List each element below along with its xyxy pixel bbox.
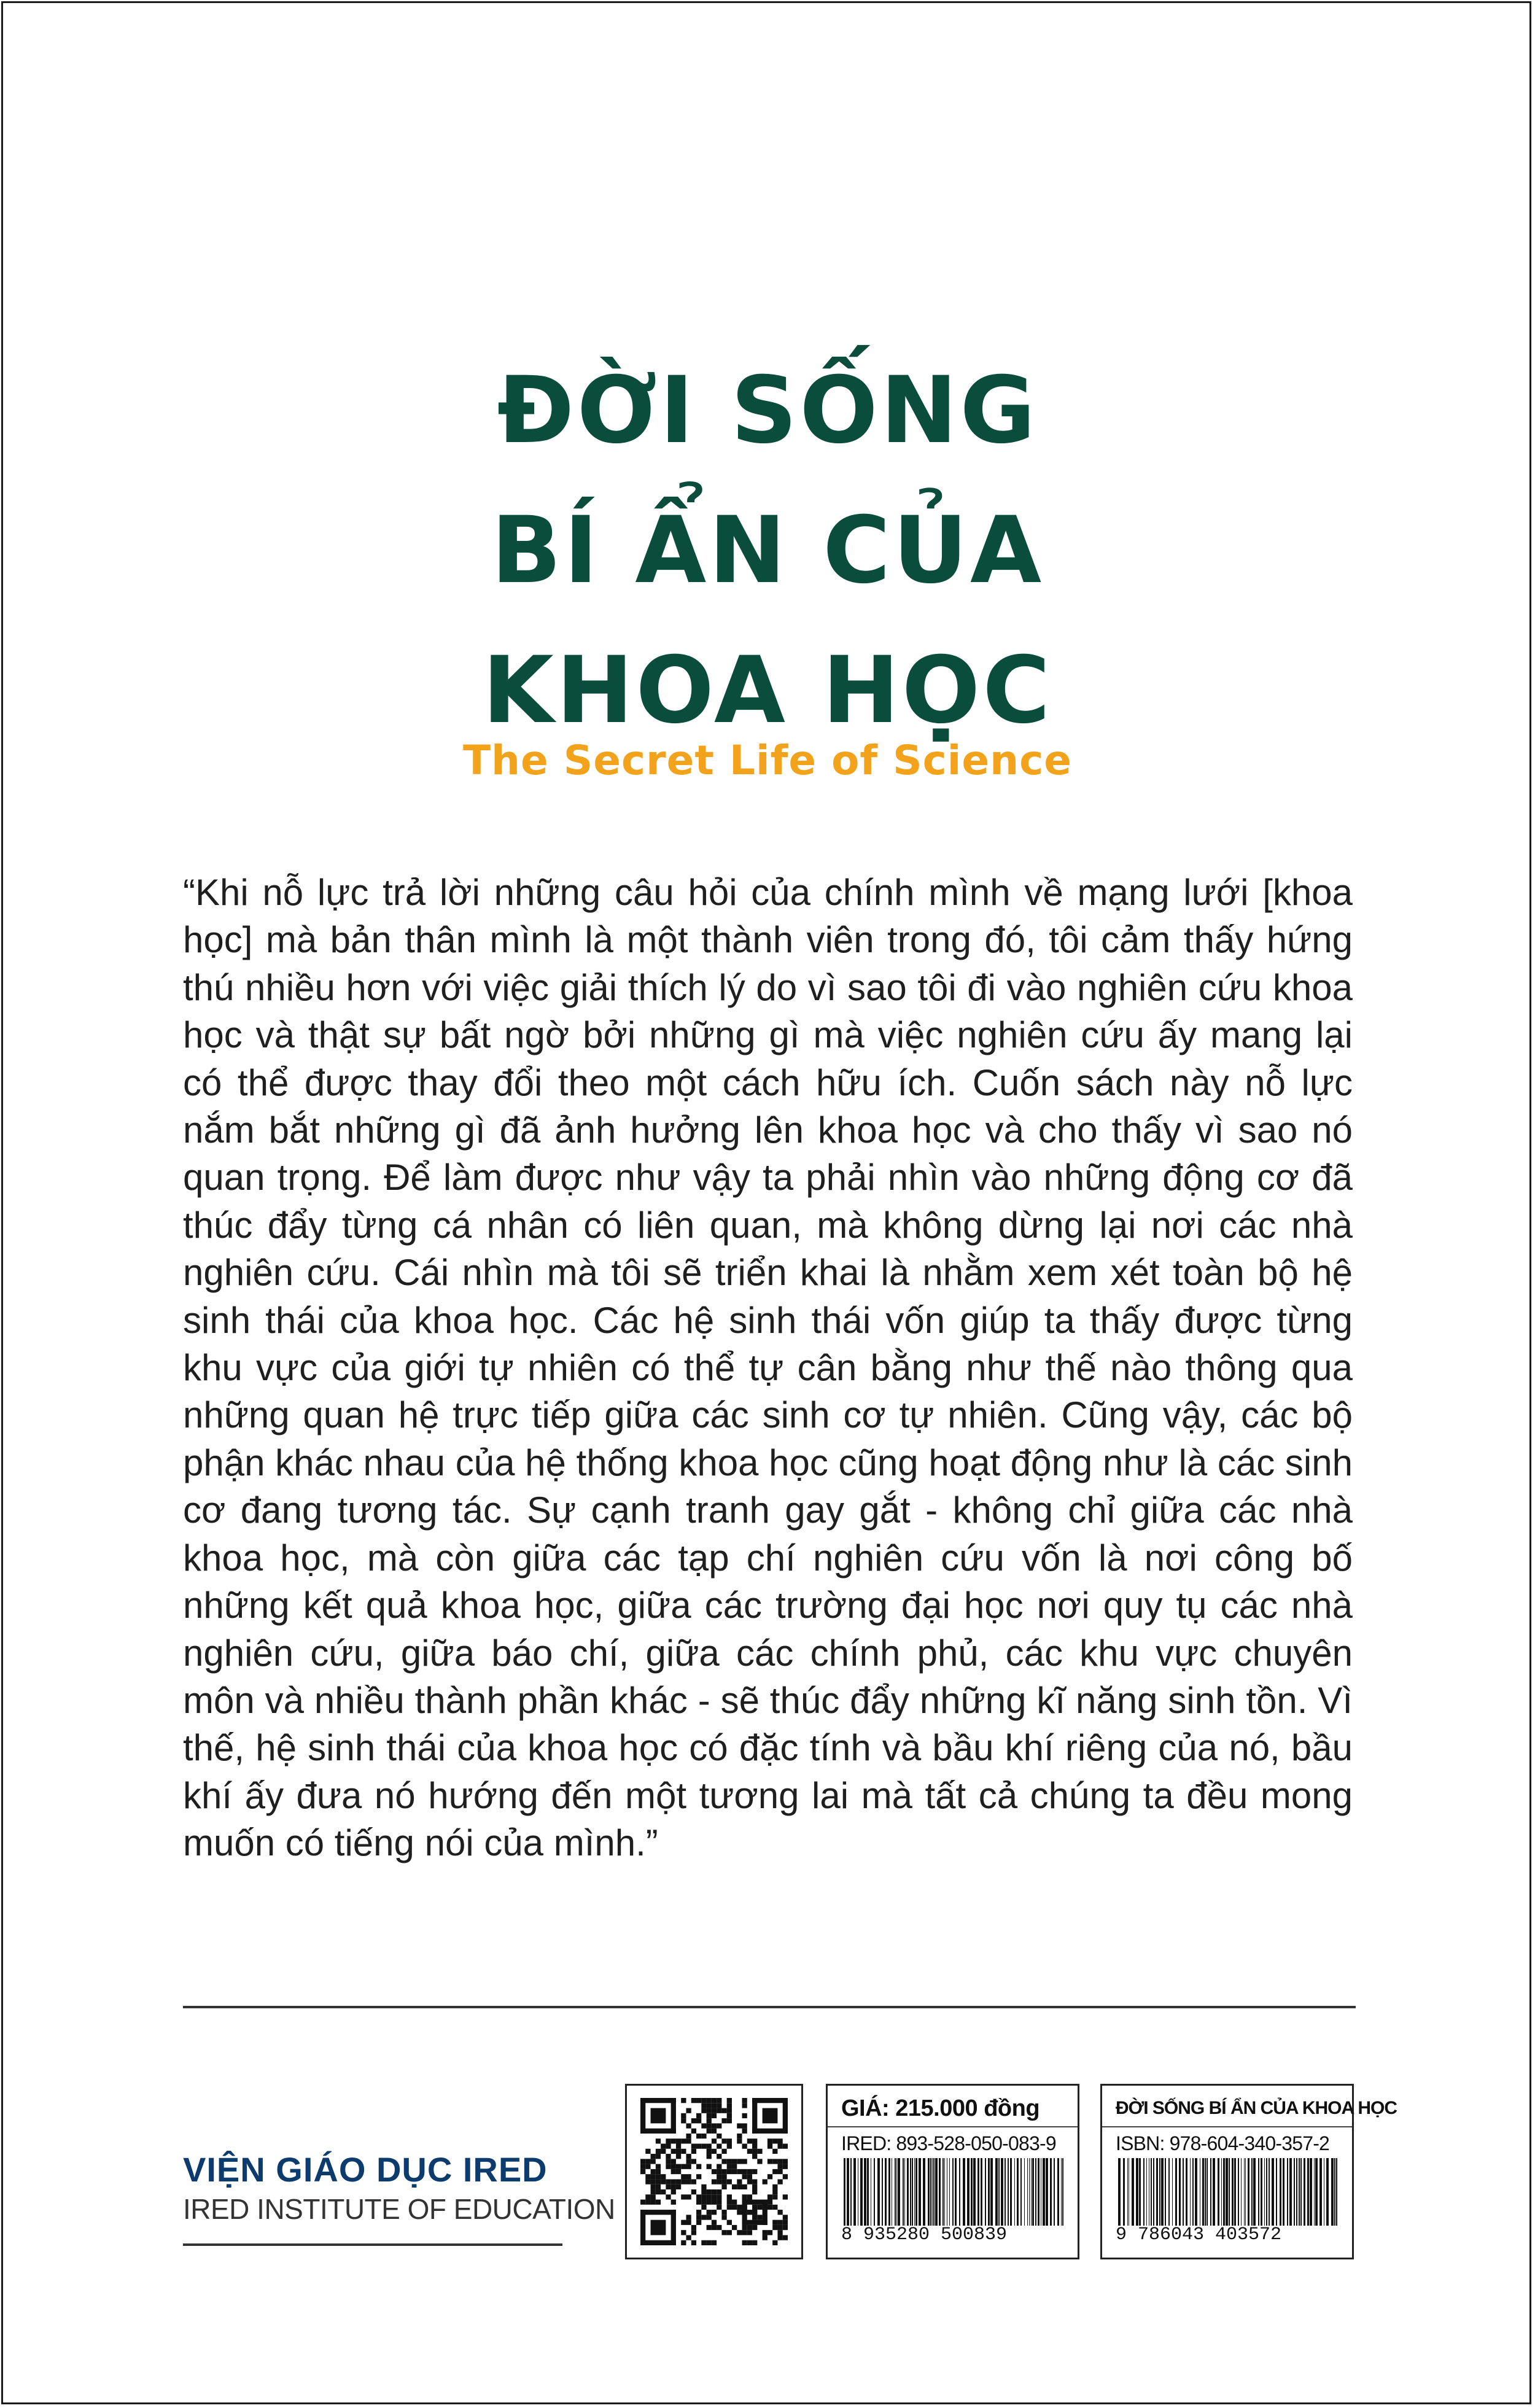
qr-code-icon: [640, 2098, 788, 2245]
isbn-separator: [1102, 2126, 1352, 2127]
isbn-barcode-digits: 9 786043 403572: [1116, 2224, 1282, 2245]
publisher-underline: [183, 2243, 562, 2246]
divider-line: [183, 2006, 1356, 2008]
price-label: GIÁ: 215.000 đồng: [841, 2095, 1040, 2121]
publisher-name-vn: VIỆN GIÁO DỤC IRED: [183, 2150, 548, 2189]
barcode-digits: 8 935280 500839: [841, 2224, 1008, 2245]
isbn-book-title: ĐỜI SỐNG BÍ ẨN CỦA KHOA HỌC: [1116, 2098, 1397, 2118]
book-title-line-2: BÍ ẨN CỦA: [491, 497, 1044, 604]
publisher-block: [183, 2149, 615, 2246]
qr-code-box: [625, 2084, 803, 2259]
ired-code: IRED: 893-528-050-083-9: [841, 2132, 1056, 2154]
book-title: [0, 341, 1535, 761]
barcode-icon: [1116, 2158, 1342, 2226]
book-subtitle: The Secret Life of Science: [462, 737, 1073, 784]
isbn-code: ISBN: 978-604-340-357-2: [1116, 2132, 1330, 2154]
price-barcode-box: [826, 2084, 1079, 2259]
book-title-line-1: ĐỜI SỐNG: [497, 357, 1038, 464]
barcode-icon: [841, 2158, 1068, 2226]
book-title-line-3: KHOA HỌC: [482, 637, 1053, 744]
isbn-barcode-box: [1100, 2084, 1397, 2259]
publisher-name-en: IRED INSTITUTE OF EDUCATION: [183, 2193, 615, 2225]
back-cover-quote: “Khi nỗ lực trả lời những câu hỏi của chính mình về mạng lưới [khoa học] mà bản thân mình là một thành viên trong đó, tôi cảm thấy hứng thú nhiều hơn với việc giải thích lý do vì sao tôi đi vào nghiên cứu khoa học và thật sự bất ngờ bởi những gì mà việc nghiên cứu ấy mang lại có thể được thay đổi theo một cách hữu ích. Cuốn sách này nỗ lực nắm bắt những gì đã ảnh hưởng lên khoa học và cho thấy vì sao nó quan trọng. Để làm được như vậy ta phải nhìn vào những động cơ đã thúc đẩy từng cá nhân có liên quan, mà không dừng lại nơi các nhà nghiên cứu. Cái nhìn mà tôi sẽ triển khai là nhằm xem xét toàn bộ hệ sinh thái của khoa học. Các hệ sinh thái vốn giúp ta thấy được từng khu vực của giới tự nhiên có thể tự cân bằng như thế nào thông qua những quan hệ trực tiếp giữa các sinh cơ tự nhiên. Cũng vậy, các bộ phận khác nhau của hệ thống khoa học cũng hoạt động như là các sinh cơ đang tương tác. Sự cạnh tranh gay gắt - không chỉ giữa các nhà khoa học, mà còn giữa các tạp chí nghiên cứu vốn là nơi công bố những kết quả khoa học, giữa các trường đại học nơi quy tụ các nhà nghiên cứu, giữa báo chí, giữa các chính phủ, các khu vực chuyên môn và nhiều thành phần khác - sẽ thúc đẩy những kĩ năng sinh tồn. Vì thế, hệ sinh thái của khoa học có đặc tính và bầu khí riêng của nó, bầu khí ấy đưa nó hướng đến một tương lai mà tất cả chúng ta đều mong muốn có tiếng nói của mình.”: [183, 872, 1353, 1864]
price-separator: [828, 2126, 1078, 2127]
